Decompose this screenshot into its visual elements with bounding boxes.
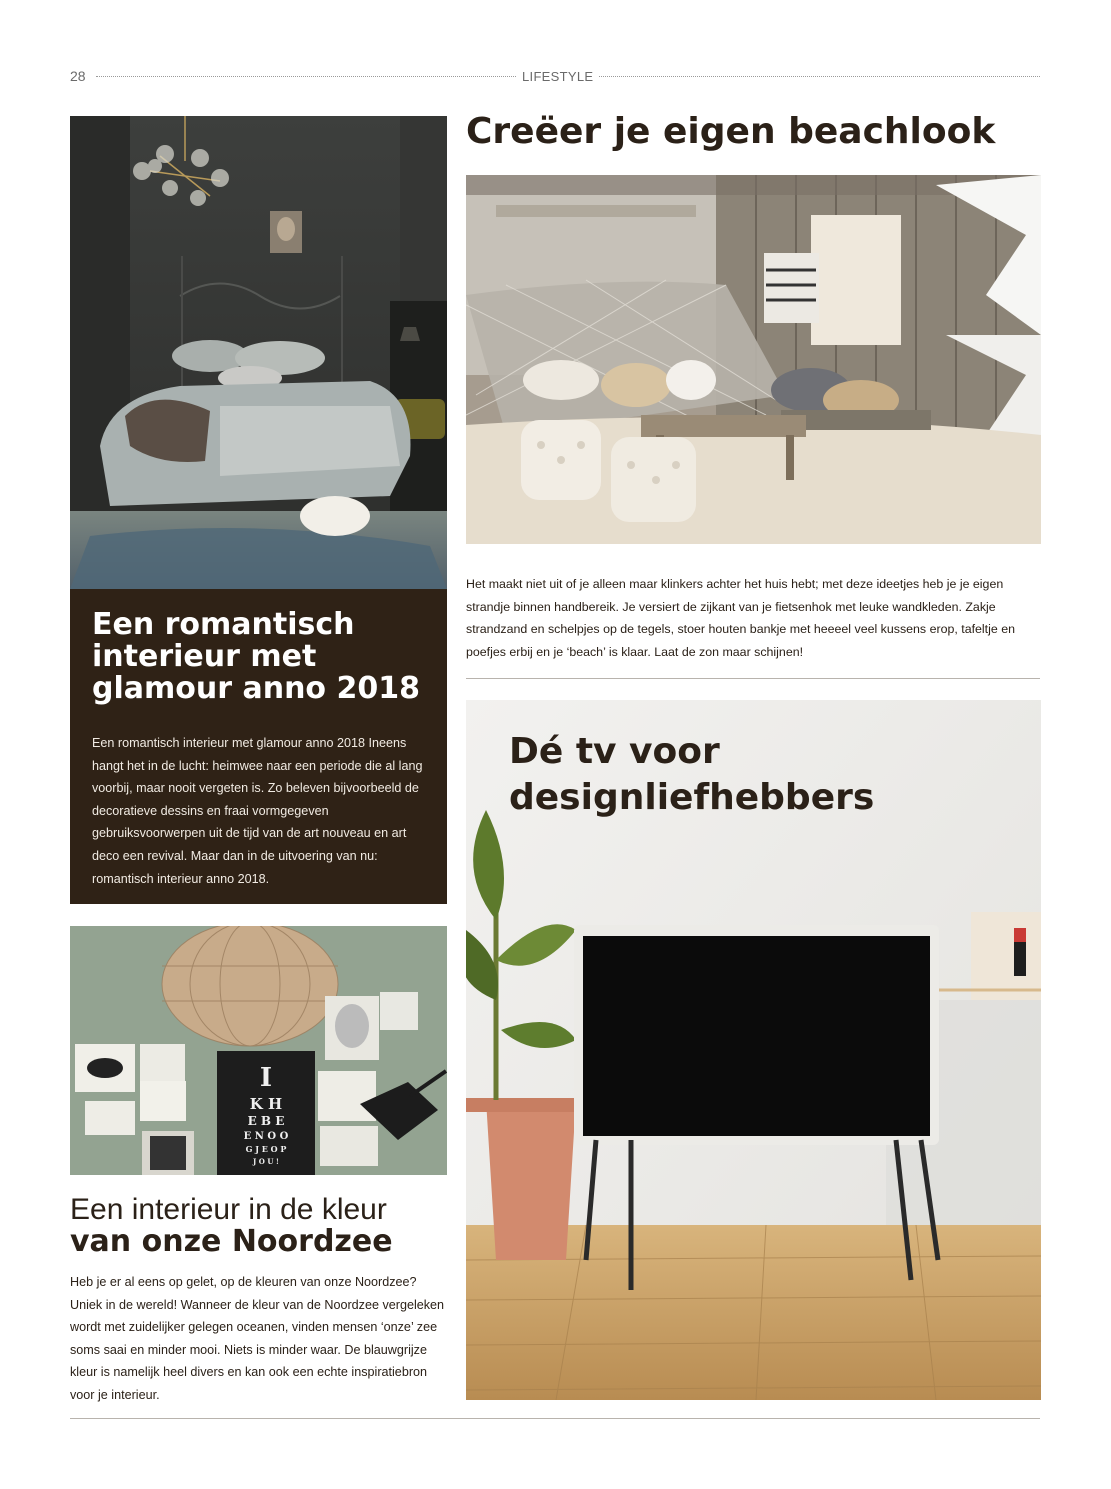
beach-body: Het maakt niet uit of je alleen maar klinkers achter het huis hebt; met deze ideetjes heb je je eigen strandje binnen handbereik. Je versiert de zijkant van je fietsenhok met leuke wandkleden. Zakje strandzand en schelpjes op de tegels, stoer houten bankje met heeeel veel kussens erop, tafeltje en poefjes erbij en je ‘beach’ is klaar. Laat de zon maar schijnen! (466, 577, 1015, 659)
poster-line-6: J O U ! (253, 1157, 279, 1166)
header-rule-left (96, 76, 546, 77)
header-rule-right (590, 76, 1040, 77)
beach-title: Creëer je eigen beachlook (466, 111, 996, 152)
noordzee-title-light: Een interieur in de kleur (70, 1193, 387, 1226)
poster-line-4: E N O O (243, 1131, 289, 1142)
poster-line-5: G J E O P (245, 1144, 287, 1154)
bottom-divider (70, 1418, 1040, 1419)
page-header (70, 66, 1040, 88)
romantic-article-box (70, 589, 447, 904)
romantic-article-body: Een romantisch interieur met glamour anno 2018 Ineens hangt het in de lucht: heimwee naar een periode die al lang voorbij, maar nooit vergeten is. Zo beleven bijvoorbeeld de decoratieve dessins en fraai vormgegeven gebruiksvoorwerpen uit de tijd van de art nouveau en art deco een revival. Maar dan in de uitvoering van nu: romantisch interieur anno 2018. (92, 736, 423, 886)
noordzee-title-bold: van onze Noordzee (70, 1224, 393, 1259)
bedroom-photo (70, 116, 447, 589)
tv-title: Dé tv voor designliefhebbers (509, 731, 875, 818)
poster-line-1: I (259, 1063, 273, 1093)
noordzee-body: Heb je er al eens op gelet, op de kleuren van onze Noordzee? Uniek in de wereld! Wanneer de kleur van de Noordzee vergeleken wordt met zuidelijker gelegen oceanen, vinden mensen ‘onze’ zee soms saai en minder mooi. Niets is minder waar. De blauwgrijze kleur is namelijk heel divers en kan ook een echte inspiratiebron voor je interieur. (70, 1275, 445, 1402)
romantic-article-title: Een romantisch interieur met glamour anno 2018 (92, 607, 420, 706)
section-label: LIFESTYLE (516, 69, 599, 84)
noordzee-photo (70, 926, 447, 1175)
page-number: 28 (70, 68, 90, 84)
beach-photo (466, 175, 1041, 544)
beach-divider (466, 678, 1040, 679)
poster-line-2: K H (249, 1095, 283, 1113)
poster-line-3: E B E (247, 1114, 285, 1128)
